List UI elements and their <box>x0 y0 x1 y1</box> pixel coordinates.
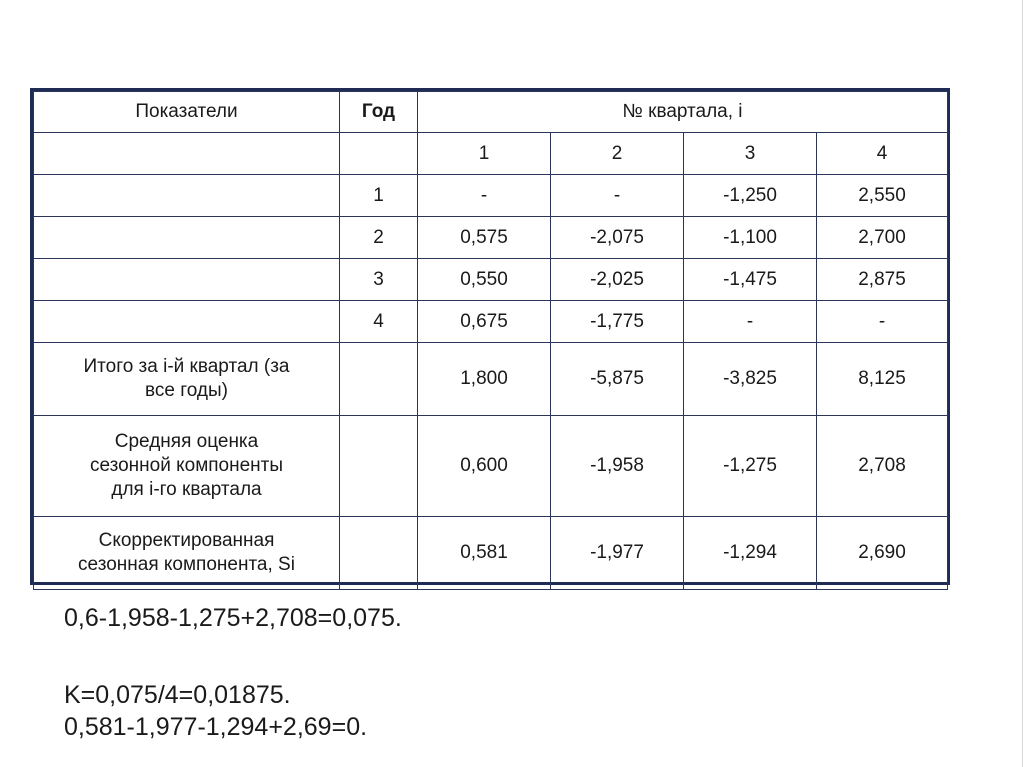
row-label-line: сезонная компонента, Si <box>78 554 295 575</box>
value-cell: 0,575 <box>418 217 551 259</box>
value-cell: -1,294 <box>684 517 817 590</box>
value-cell: 0,581 <box>418 517 551 590</box>
empty-cell <box>340 343 418 416</box>
value-cell: -2,025 <box>551 259 684 301</box>
row-label-line: Скорректированная <box>98 530 275 551</box>
table-row <box>34 217 948 259</box>
value-cell: 1,800 <box>418 343 551 416</box>
header-year: Год <box>340 92 418 133</box>
value-cell: 0,600 <box>418 416 551 517</box>
value-cell: 2,550 <box>817 175 948 217</box>
row-label-line: Итого за i-й квартал (за <box>83 356 290 377</box>
value-cell: - <box>817 301 948 343</box>
value-cell: -1,475 <box>684 259 817 301</box>
row-label <box>34 517 340 590</box>
year-cell: 2 <box>340 217 418 259</box>
empty-cell <box>340 133 418 175</box>
empty-cell <box>340 416 418 517</box>
empty-cell <box>340 517 418 590</box>
empty-cell <box>34 175 340 217</box>
seasonal-component-table <box>30 88 950 585</box>
row-label <box>34 343 340 416</box>
value-cell: 8,125 <box>817 343 948 416</box>
year-cell: 1 <box>340 175 418 217</box>
value-cell: 0,550 <box>418 259 551 301</box>
value-cell: -1,100 <box>684 217 817 259</box>
value-cell: - <box>418 175 551 217</box>
table-row <box>34 175 948 217</box>
header-quarter-number: № квартала, i <box>418 92 948 133</box>
row-label-line: все годы) <box>145 380 228 401</box>
value-cell: -1,250 <box>684 175 817 217</box>
empty-cell <box>34 133 340 175</box>
value-cell: - <box>551 175 684 217</box>
adjusted-seasonal-component-row <box>34 517 948 590</box>
adjusted-sum-formula: 0,581-1,977-1,294+2,69=0. <box>64 713 368 741</box>
value-cell: - <box>684 301 817 343</box>
value-cell: 0,675 <box>418 301 551 343</box>
average-seasonal-component-row <box>34 416 948 517</box>
table-header-row <box>34 92 948 133</box>
table-row <box>34 259 948 301</box>
value-cell: 2,708 <box>817 416 948 517</box>
row-label-line: Средняя оценка <box>114 431 259 452</box>
value-cell: -1,775 <box>551 301 684 343</box>
value-cell: 2,690 <box>817 517 948 590</box>
year-cell: 4 <box>340 301 418 343</box>
table-row <box>34 301 948 343</box>
quarter-1-header: 1 <box>418 133 551 175</box>
quarter-3-header: 3 <box>684 133 817 175</box>
value-cell: 2,700 <box>817 217 948 259</box>
quarter-2-header: 2 <box>551 133 684 175</box>
sum-check-formula: 0,6-1,958-1,275+2,708=0,075. <box>64 604 402 632</box>
value-cell: 2,875 <box>817 259 948 301</box>
row-label <box>34 416 340 517</box>
quarter-4-header: 4 <box>817 133 948 175</box>
empty-cell <box>34 259 340 301</box>
row-label-line: сезонной компоненты <box>89 455 284 476</box>
value-cell: -3,825 <box>684 343 817 416</box>
value-cell: -5,875 <box>551 343 684 416</box>
value-cell: -1,977 <box>551 517 684 590</box>
value-cell: -2,075 <box>551 217 684 259</box>
row-label-line: для i-го квартала <box>111 479 262 500</box>
header-indicators: Показатели <box>34 92 340 133</box>
year-cell: 3 <box>340 259 418 301</box>
quarter-numbers-row <box>34 133 948 175</box>
total-per-quarter-row <box>34 343 948 416</box>
empty-cell <box>34 301 340 343</box>
value-cell: -1,958 <box>551 416 684 517</box>
empty-cell <box>34 217 340 259</box>
value-cell: -1,275 <box>684 416 817 517</box>
k-value-formula: K=0,075/4=0,01875. <box>64 681 291 709</box>
